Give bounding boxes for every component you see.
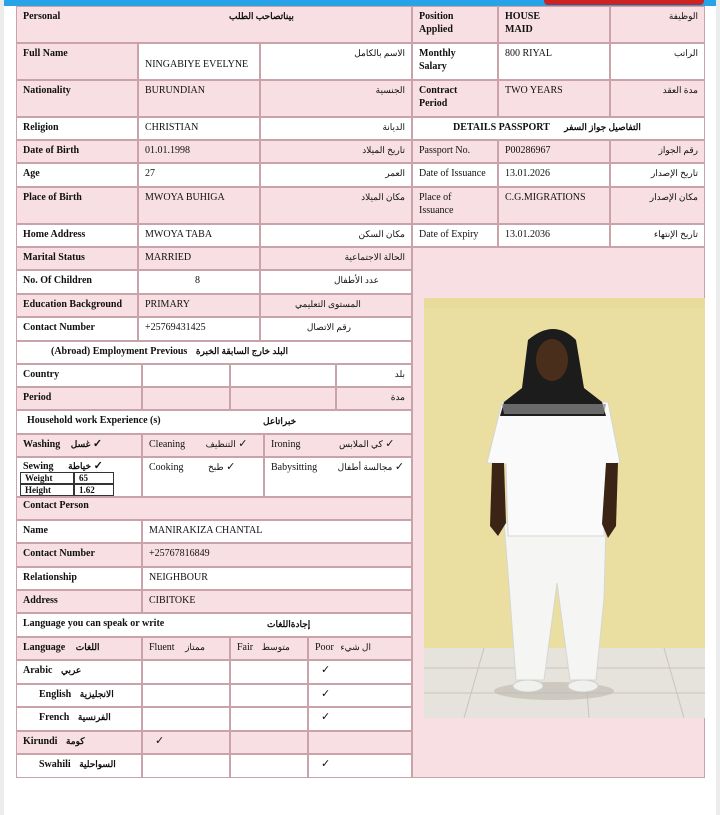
cleaning-check-icon: ✓ <box>238 438 248 450</box>
cooking-label: Cooking <box>149 462 184 473</box>
full-name-label: Full Name <box>16 43 138 80</box>
english-fluent-cell <box>142 684 230 707</box>
issuance-place-value: C.G.MIGRATIONS <box>498 187 610 224</box>
age-label: Age <box>16 163 138 187</box>
personal-label: Personal <box>23 11 61 22</box>
language-header-cell <box>16 637 142 660</box>
household-title-cell <box>16 410 412 434</box>
lang-row-french <box>16 707 142 731</box>
cooking-cell <box>142 457 264 497</box>
arabic-fluent-cell <box>142 660 230 684</box>
passport-title-ar: التفاصيل جواز السفر <box>564 122 641 132</box>
country-cell-1 <box>142 364 230 387</box>
cooking-check-icon: ✓ <box>226 461 236 473</box>
cp-number-value: +25767816849 <box>142 543 412 567</box>
dob-ar: تاريخ الميلاد <box>260 140 412 163</box>
contact-number-label: Contact Number <box>16 317 138 341</box>
contact-number-ar: رقم الاتصال <box>260 317 412 341</box>
position-value-cell <box>498 6 610 43</box>
lang-french-name: French <box>39 712 70 723</box>
fluent-label: Fluent <box>149 642 175 653</box>
personal-ar: بيناتصاحب الطلب <box>229 11 294 21</box>
height-value: 1.62 <box>74 484 114 496</box>
passport-number-ar: رقم الجواز <box>610 140 705 163</box>
sewing-check-icon: ✓ <box>93 460 103 472</box>
contact-person-title: Contact Person <box>16 497 412 520</box>
lang-french-ar: الفرنسية <box>77 712 111 722</box>
contact-number-value: +25769431425 <box>138 317 260 341</box>
education-value: PRIMARY <box>138 294 260 317</box>
passport-number-value: P00286967 <box>498 140 610 163</box>
language-header-label: Language <box>23 642 66 653</box>
pob-label: Place of Birth <box>16 187 138 224</box>
application-form <box>4 0 716 815</box>
applicant-photo-image <box>424 298 705 718</box>
issuance-date-value: 13.01.2026 <box>498 163 610 187</box>
contract-period-label-line1: Contract <box>419 85 458 96</box>
age-value: 27 <box>138 163 260 187</box>
passport-title: DETAILS PASSPORT <box>453 122 550 133</box>
lang-kirundi-name: Kirundi <box>23 736 58 747</box>
babysitting-cell <box>264 457 412 497</box>
fair-ar: متوسط <box>261 642 290 652</box>
fluent-ar: ممتاز <box>185 642 205 652</box>
nationality-label: Nationality <box>16 80 138 117</box>
marital-status-label: Marital Status <box>16 247 138 270</box>
weight-value: 65 <box>74 472 114 484</box>
cp-address-label: Address <box>16 590 142 613</box>
nationality-value: BURUNDIAN <box>138 80 260 117</box>
cp-number-label: Contact Number <box>16 543 142 567</box>
cleaning-label: Cleaning <box>149 439 186 450</box>
ironing-label: Ironing <box>271 439 301 450</box>
lang-row-swahili <box>16 754 142 778</box>
period-ar: مدة <box>336 387 412 410</box>
passport-number-label: Passport No. <box>412 140 498 163</box>
religion-label: Religion <box>16 117 138 140</box>
languages-title-ar: إجادةاللغات <box>267 619 311 629</box>
kirundi-fair-cell <box>230 731 308 754</box>
religion-value: CHRISTIAN <box>138 117 260 140</box>
english-poor-check-icon: ✓ <box>308 684 412 707</box>
height-label: Height <box>20 484 74 496</box>
salary-value: 800 RIYAL <box>498 43 610 80</box>
contract-period-label-cell <box>412 80 498 117</box>
home-address-label: Home Address <box>16 224 138 247</box>
washing-check-icon: ✓ <box>92 438 103 450</box>
cleaning-cell <box>142 434 264 457</box>
employment-title-cell <box>16 341 412 364</box>
age-ar: العمر <box>260 163 412 187</box>
english-fair-cell <box>230 684 308 707</box>
ironing-cell <box>264 434 412 457</box>
full-name-value: NINGABIYE EVELYNE <box>138 43 260 80</box>
period-cell-2 <box>230 387 336 410</box>
swahili-poor-check-icon: ✓ <box>308 754 412 778</box>
lang-row-kirundi <box>16 731 142 754</box>
cleaning-ar: التنظيف <box>205 439 236 449</box>
kirundi-fluent-check-icon: ✓ <box>142 731 230 754</box>
french-poor-check-icon: ✓ <box>308 707 412 731</box>
lang-english-name: English <box>39 689 72 700</box>
employment-title-ar: البلد خارج السابقة الخبرة <box>195 346 289 356</box>
salary-ar: الراتب <box>610 43 705 80</box>
salary-label-line2: Salary <box>419 61 447 72</box>
issuance-place-ar: مكان الإصدار <box>610 187 705 224</box>
personal-header-cell <box>16 6 412 43</box>
languages-title: Language you can speak or write <box>23 618 165 629</box>
sewing-label: Sewing <box>23 461 54 472</box>
french-fair-cell <box>230 707 308 731</box>
marital-status-ar: الحالة الاجتماعية <box>260 247 412 270</box>
babysitting-label: Babysitting <box>271 462 318 473</box>
lang-arabic-ar: عربي <box>60 665 82 675</box>
expiry-date-value: 13.01.2036 <box>498 224 610 247</box>
swahili-fluent-cell <box>142 754 230 778</box>
lang-row-arabic <box>16 660 142 684</box>
swahili-fair-cell <box>230 754 308 778</box>
education-label: Education Background <box>16 294 138 317</box>
cp-name-label: Name <box>16 520 142 543</box>
education-ar: المستوى التعليمي <box>260 294 412 317</box>
nationality-ar: الجنسية <box>260 80 412 117</box>
applicant-photo <box>424 298 705 718</box>
issuance-place-label-line2: Issuance <box>419 205 454 216</box>
position-label-cell <box>412 6 498 43</box>
children-label: No. Of Children <box>16 270 138 294</box>
cp-name-value: MANIRAKIZA CHANTAL <box>142 520 412 543</box>
top-right-photo-strip <box>544 0 704 5</box>
period-cell-1 <box>142 387 230 410</box>
issuance-date-label: Date of Issuance <box>412 163 498 187</box>
salary-label-cell <box>412 43 498 80</box>
position-value-line2: MAID <box>505 24 533 35</box>
arabic-fair-cell <box>230 660 308 684</box>
pob-ar: مكان الميلاد <box>260 187 412 224</box>
languages-title-cell <box>16 613 412 637</box>
employment-title: (Abroad) Employment Previous <box>51 346 188 357</box>
passport-title-cell <box>412 117 705 140</box>
contract-period-ar: مدة العقد <box>610 80 705 117</box>
contract-period-label-line2: Period <box>419 98 448 109</box>
washing-label: Washing <box>23 439 61 450</box>
issuance-place-label-cell <box>412 187 498 224</box>
cp-relation-label: Relationship <box>16 567 142 590</box>
ironing-check-icon: ✓ <box>385 438 395 450</box>
home-address-value: MWOYA TABA <box>138 224 260 247</box>
cp-address-value: CIBITOKE <box>142 590 412 613</box>
position-label-line2: Applied <box>419 24 453 35</box>
home-address-ar: مكان السكن <box>260 224 412 247</box>
full-name-ar: الاسم بالكامل <box>260 43 412 80</box>
children-value: 8 <box>138 270 260 294</box>
poor-ar: ال شيء <box>340 642 371 652</box>
lang-swahili-name: Swahili <box>39 759 71 770</box>
babysitting-ar: مجالسة أطفال <box>337 462 393 472</box>
ironing-ar: كي الملابس <box>338 439 383 449</box>
french-fluent-cell <box>142 707 230 731</box>
contract-period-value: TWO YEARS <box>498 80 610 117</box>
washing-cell <box>16 434 142 457</box>
country-label: Country <box>16 364 142 387</box>
photo-tunic <box>487 402 620 536</box>
household-title: Household work Experience (s) <box>27 415 161 426</box>
period-label: Period <box>16 387 142 410</box>
language-header-ar: اللغات <box>75 642 100 652</box>
issuance-place-label-line1: Place of <box>419 192 452 203</box>
poor-label: Poor <box>315 642 334 653</box>
position-label-line1: Position <box>419 11 454 22</box>
kirundi-poor-cell <box>308 731 412 754</box>
fair-label: Fair <box>237 642 254 653</box>
babysitting-check-icon: ✓ <box>394 461 405 473</box>
dob-value: 01.01.1998 <box>138 140 260 163</box>
fluent-header-cell <box>142 637 230 660</box>
arabic-poor-check-icon: ✓ <box>308 660 412 684</box>
dob-label: Date of Birth <box>16 140 138 163</box>
fair-header-cell <box>230 637 308 660</box>
cooking-ar: طبخ <box>207 462 224 472</box>
lang-arabic-name: Arabic <box>23 665 53 676</box>
lang-kirundi-ar: كومة <box>65 736 85 746</box>
sewing-ar: خياطة <box>68 461 92 471</box>
lang-row-english <box>16 684 142 707</box>
marital-status-value: MARRIED <box>138 247 260 270</box>
country-ar: بلد <box>336 364 412 387</box>
issuance-date-ar: تاريخ الإصدار <box>610 163 705 187</box>
position-ar-cell: الوظيفة <box>610 6 705 43</box>
position-value-line1: HOUSE <box>505 11 541 22</box>
religion-ar: الديانة <box>260 117 412 140</box>
expiry-date-ar: تاريخ الإنتهاء <box>610 224 705 247</box>
pob-value: MWOYA BUHIGA <box>138 187 260 224</box>
lang-swahili-ar: السواحلية <box>79 759 116 769</box>
household-title-ar: خبراتاعل <box>263 416 297 426</box>
cp-relation-value: NEIGHBOUR <box>142 567 412 590</box>
expiry-date-label: Date of Expiry <box>412 224 498 247</box>
weight-label: Weight <box>20 472 74 484</box>
photo-face <box>536 339 568 381</box>
poor-header-cell <box>308 637 412 660</box>
country-cell-2 <box>230 364 336 387</box>
lang-english-ar: الانجليزية <box>79 689 114 699</box>
washing-ar: غسل <box>70 439 91 449</box>
children-ar: عدد الأطفال <box>260 270 412 294</box>
salary-label-line1: Monthly <box>419 48 456 59</box>
